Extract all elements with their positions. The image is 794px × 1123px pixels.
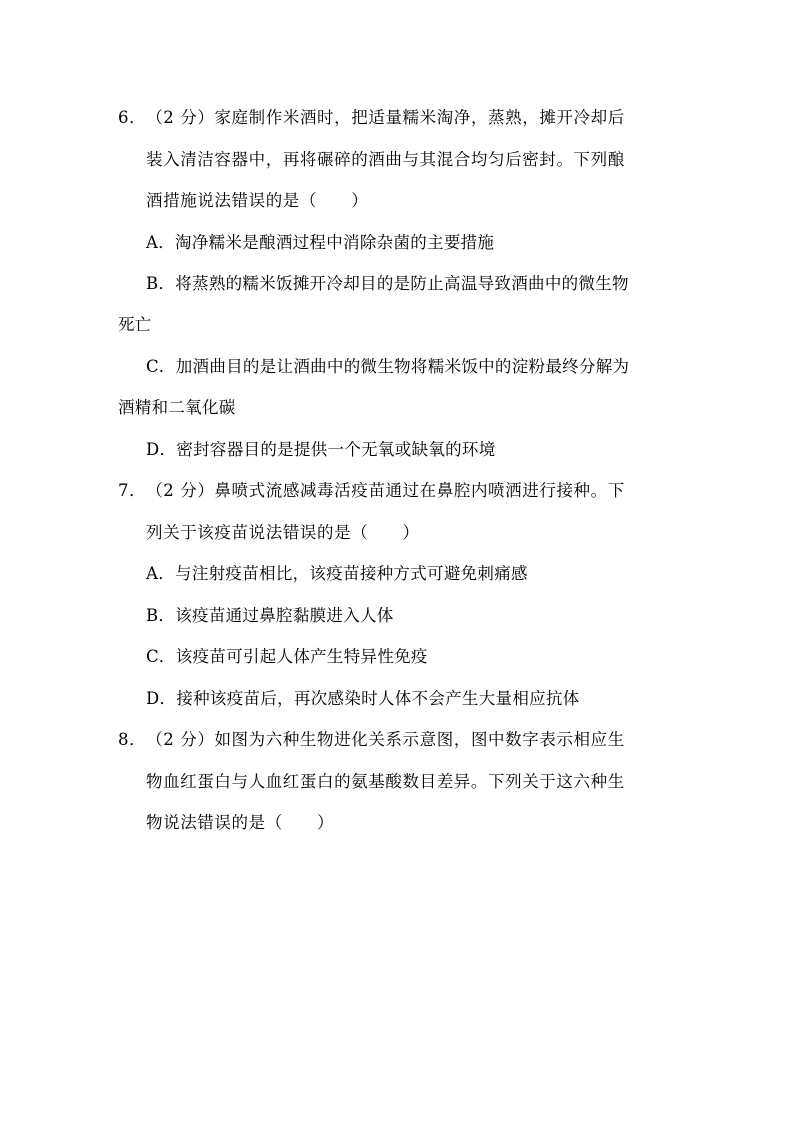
question-6-stem-line-1 bbox=[118, 108, 625, 128]
question-7-number: 7． bbox=[118, 481, 147, 500]
question-6-option-b: B．将蒸熟的糯米饭摊开冷却目的是防止高温导致酒曲中的微生物 bbox=[146, 274, 629, 293]
question-6-option-b-continued: 死亡 bbox=[118, 315, 152, 334]
question-7-option-d: D．接种该疫苗后，再次感染时人体不会产生大量相应抗体 bbox=[146, 689, 580, 708]
question-6-option-a: A．淘净糯米是酿酒过程中消除杂菌的主要措施 bbox=[146, 233, 495, 252]
question-6-option-c: C．加酒曲目的是让酒曲中的微生物将糯米饭中的淀粉最终分解为 bbox=[146, 357, 630, 376]
question-7-stem-line-2: 列关于该疫苗说法错误的是（ ） bbox=[146, 523, 420, 542]
question-8-stem-line-2: 物血红蛋白与人血红蛋白的氨基酸数目差异。下列关于这六种生 bbox=[146, 772, 625, 791]
question-6-option-d: D．密封容器目的是提供一个无氧或缺氧的环境 bbox=[146, 440, 496, 459]
question-6-stem-line-3: 酒措施说法错误的是（ ） bbox=[146, 191, 369, 210]
question-8-stem-line-1 bbox=[118, 730, 625, 750]
question-7-option-a: A．与注射疫苗相比，该疫苗接种方式可避免刺痛感 bbox=[146, 564, 528, 583]
question-7-stem-text-1: （2 分）鼻喷式流感减毒活疫苗通过在鼻腔内喷洒进行接种。下 bbox=[146, 481, 625, 500]
question-8-stem-line-3: 物说法错误的是（ ） bbox=[146, 813, 335, 832]
question-7-stem-line-1 bbox=[118, 481, 625, 501]
question-8-stem-text-1: （2 分）如图为六种生物进化关系示意图，图中数字表示相应生 bbox=[146, 730, 625, 749]
question-6-stem-line-2: 装入清洁容器中，再将碾碎的酒曲与其混合均匀后密封。下列酿 bbox=[146, 150, 625, 169]
question-7-option-c: C．该疫苗可引起人体产生特异性免疫 bbox=[146, 647, 428, 666]
question-6-stem-text-1: （2 分）家庭制作米酒时，把适量糯米淘净，蒸熟，摊开冷却后 bbox=[146, 108, 625, 127]
question-6-number: 6． bbox=[118, 108, 147, 127]
question-7-option-b: B．该疫苗通过鼻腔黏膜进入人体 bbox=[146, 606, 394, 625]
question-6-option-c-continued: 酒精和二氧化碳 bbox=[118, 398, 236, 417]
question-8-number: 8． bbox=[118, 730, 147, 749]
